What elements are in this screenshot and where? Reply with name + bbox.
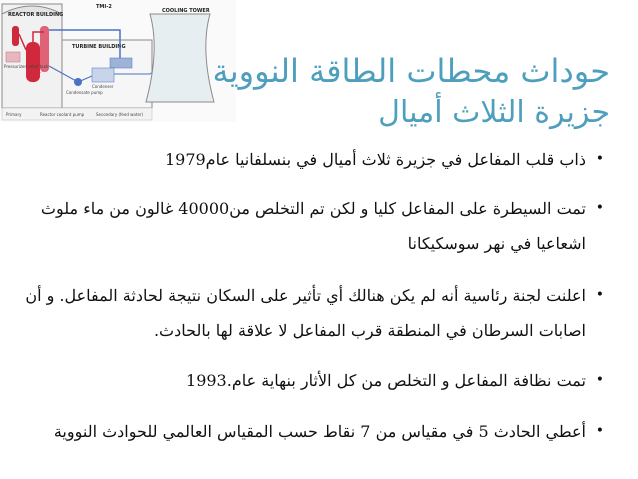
bullet-item-2 bbox=[40, 191, 604, 261]
bullet-item-1 bbox=[164, 142, 604, 177]
bullet-text-cont: اشعاعيا في نهر سوسكيكانا bbox=[407, 234, 586, 253]
diagram-title: TMI-2 bbox=[96, 4, 112, 10]
bullet-marker: • bbox=[595, 287, 604, 303]
bullet-marker: • bbox=[595, 151, 604, 167]
reactor-coolant-pump-label: Reactor coolant pump bbox=[40, 112, 85, 117]
bullet-text-cont: اصابات السرطان في المنطقة قرب المفاعل لا علاقة لها بالحادث. bbox=[153, 321, 586, 340]
bullet-text: اعلنت لجنة رئاسية أنه لم يكن هنالك أي تأثير على السكان نتيجة لحادثة المفاعل. و أن bbox=[25, 286, 586, 305]
secondary-label: Secondary (feed water) bbox=[96, 112, 144, 117]
slide-subtitle: جزيرة الثلاث أميال bbox=[378, 95, 610, 130]
bullet-text: أعطي الحادث 5 في مقياس من 7 نقاط حسب المقياس العالمي للحوادث النووية bbox=[53, 422, 586, 441]
condenser-label: Condenser bbox=[92, 84, 114, 89]
bullet-item-4 bbox=[186, 363, 604, 398]
bullet-text: تمت السيطرة على المفاعل كليا و لكن تم التخلص من40000 غالون من ماء ملوث bbox=[40, 199, 586, 218]
turbine-building-label: TURBINE BUILDING bbox=[72, 44, 126, 50]
condensate-pump-label: Condensate pump bbox=[66, 90, 103, 95]
bullet-marker: • bbox=[595, 200, 604, 216]
bullet-item-5 bbox=[53, 414, 604, 449]
bullet-marker: • bbox=[595, 423, 604, 439]
reactor-building-label: REACTOR BUILDING bbox=[8, 12, 64, 18]
slide-title: حوداث محطات الطاقة النووية bbox=[212, 52, 610, 90]
bullet-text: تمت نظافة المفاعل و التخلص من كل الأثار بنهاية عام.1993 bbox=[186, 371, 586, 390]
primary-label: Primary bbox=[6, 112, 22, 117]
relief-tank-label: Pressurized relief tank bbox=[4, 64, 49, 69]
bullet-marker: • bbox=[595, 372, 604, 388]
bullet-item-3 bbox=[25, 278, 604, 348]
cooling-tower-label: COOLING TOWER bbox=[162, 8, 210, 14]
bullet-text: ذاب قلب المفاعل في جزيرة ثلاث أميال في بنسلفانيا عام1979 bbox=[164, 150, 586, 169]
